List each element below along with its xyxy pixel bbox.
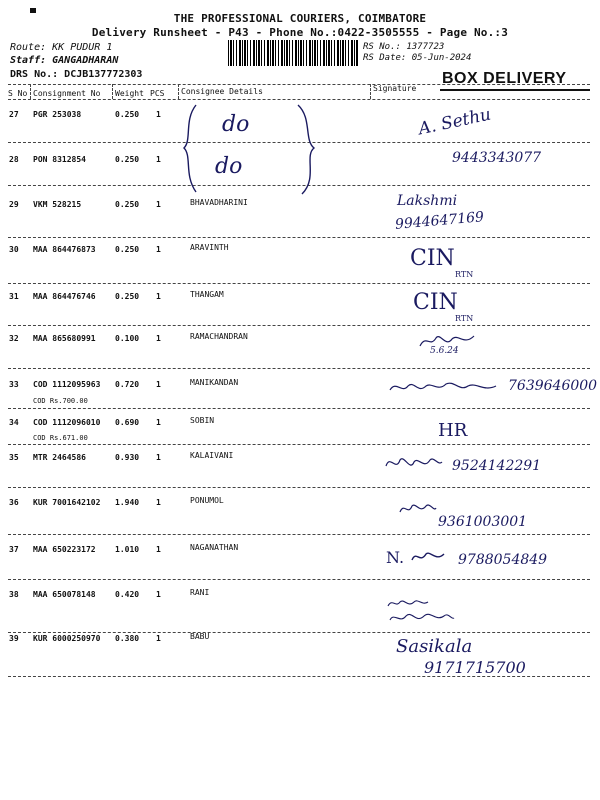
row-pcs: 1 bbox=[156, 110, 161, 119]
row-sno: 34 bbox=[9, 418, 19, 427]
row-consignment: VKM 528215 bbox=[33, 200, 82, 209]
row-divider bbox=[8, 487, 590, 488]
ditto-mark-1: do bbox=[222, 112, 250, 137]
box-delivery-stamp: BOX DELIVERY bbox=[442, 70, 567, 87]
row-divider bbox=[8, 325, 590, 326]
barcode bbox=[228, 40, 358, 66]
row-pcs: 1 bbox=[156, 334, 161, 343]
signature-30-rtn: RTN bbox=[455, 270, 474, 279]
signature-37b: 9788054849 bbox=[458, 552, 548, 568]
row-cod-amount: COD Rs.671.00 bbox=[33, 434, 88, 442]
row-consignment: COD 1112096010 bbox=[33, 418, 101, 427]
row-weight: 1.010 bbox=[115, 545, 140, 554]
row-weight: 0.930 bbox=[115, 453, 140, 462]
rs-number: RS No.: 1377723 bbox=[363, 42, 445, 52]
stamp-underline bbox=[440, 89, 590, 91]
signature-36: 9361003001 bbox=[438, 514, 528, 530]
row-pcs: 1 bbox=[156, 245, 161, 254]
row-pcs: 1 bbox=[156, 292, 161, 301]
row-weight: 0.720 bbox=[115, 380, 140, 389]
ditto-mark-2: do bbox=[215, 154, 243, 179]
row-consignment: COD 1112095963 bbox=[33, 380, 101, 389]
signature-35: 9524142291 bbox=[452, 458, 542, 474]
col-sep bbox=[112, 84, 113, 99]
row-divider bbox=[8, 368, 590, 369]
row-divider bbox=[8, 283, 590, 284]
col-header-consignment: Consignment No bbox=[33, 89, 101, 98]
row-pcs: 1 bbox=[156, 590, 161, 599]
row-weight: 0.250 bbox=[115, 110, 140, 119]
signature-29b: 9944647169 bbox=[394, 209, 485, 233]
row-cod-amount: COD Rs.700.00 bbox=[33, 397, 88, 405]
col-sep bbox=[178, 84, 179, 99]
row-pcs: 1 bbox=[156, 634, 161, 643]
signature-35-scribble bbox=[384, 452, 444, 476]
signature-31: CIN bbox=[413, 290, 458, 315]
rs-date: RS Date: 05-Jun-2024 bbox=[363, 53, 472, 63]
row-divider bbox=[8, 579, 590, 580]
row-sno: 28 bbox=[9, 155, 19, 164]
col-header-sno: S No bbox=[8, 89, 28, 98]
signature-39b: 9171715700 bbox=[424, 658, 526, 677]
signature-38-scribble bbox=[386, 596, 456, 628]
row-consignee: BABU bbox=[190, 632, 210, 641]
table-top-rule bbox=[8, 84, 590, 85]
route-label: Route: KK PUDUR 1 bbox=[10, 42, 113, 53]
row-sno: 33 bbox=[9, 380, 19, 389]
col-header-consignee: Consignee Details bbox=[181, 87, 263, 96]
row-pcs: 1 bbox=[156, 155, 161, 164]
row-weight: 0.690 bbox=[115, 418, 140, 427]
company-title: THE PROFESSIONAL COURIERS, COIMBATORE bbox=[173, 12, 427, 25]
row-pcs: 1 bbox=[156, 380, 161, 389]
row-consignment: KUR 6000250970 bbox=[33, 634, 101, 643]
row-divider bbox=[8, 632, 590, 633]
row-consignee: RANI bbox=[190, 588, 210, 597]
signature-33-scribble bbox=[388, 378, 508, 398]
row-sno: 35 bbox=[9, 453, 19, 462]
signature-30: CIN bbox=[410, 246, 455, 271]
row-weight: 0.250 bbox=[115, 155, 140, 164]
row-pcs: 1 bbox=[156, 200, 161, 209]
signature-31-rtn: RTN bbox=[455, 314, 474, 323]
row-sno: 27 bbox=[9, 110, 19, 119]
col-header-signature: Signature bbox=[373, 84, 417, 93]
row-pcs: 1 bbox=[156, 545, 161, 554]
drs-number: DRS No.: DCJB137772303 bbox=[10, 69, 143, 80]
row-divider bbox=[8, 408, 590, 409]
signature-27: A. Sethu bbox=[416, 104, 493, 140]
row-sno: 38 bbox=[9, 590, 19, 599]
signature-32: 5.6.24 bbox=[430, 346, 459, 356]
row-sno: 32 bbox=[9, 334, 19, 343]
row-pcs: 1 bbox=[156, 418, 161, 427]
signature-29a: Lakshmi bbox=[397, 193, 458, 209]
col-header-pcs: PCS bbox=[150, 89, 165, 98]
row-consignment: MAA 865680991 bbox=[33, 334, 96, 343]
row-weight: 0.250 bbox=[115, 245, 140, 254]
row-consignee: NAGANATHAN bbox=[190, 543, 239, 552]
staff-label: Staff: GANGADHARAN bbox=[10, 55, 119, 66]
row-consignment: KUR 7001642102 bbox=[33, 498, 101, 507]
row-consignment: MTR 2464586 bbox=[33, 453, 86, 462]
row-consignment: PGR 253038 bbox=[33, 110, 82, 119]
row-consignment: MAA 650223172 bbox=[33, 545, 96, 554]
row-consignee: MANIKANDAN bbox=[190, 378, 239, 387]
ditto-brace bbox=[178, 100, 338, 200]
row-sno: 31 bbox=[9, 292, 19, 301]
row-divider bbox=[8, 534, 590, 535]
row-consignee: SOBIN bbox=[190, 416, 215, 425]
row-consignee: BHAVADHARINI bbox=[190, 198, 248, 207]
signature-33: 7639646000 bbox=[508, 378, 598, 394]
row-consignment: MAA 864476746 bbox=[33, 292, 96, 301]
row-consignee: ARAVINTH bbox=[190, 243, 229, 252]
col-sep bbox=[30, 84, 31, 99]
row-consignment: MAA 650078148 bbox=[33, 590, 96, 599]
col-sep bbox=[370, 84, 371, 99]
signature-37-scribble bbox=[410, 548, 446, 566]
row-sno: 39 bbox=[9, 634, 19, 643]
row-consignee: RAMACHANDRAN bbox=[190, 332, 248, 341]
row-weight: 0.250 bbox=[115, 292, 140, 301]
row-sno: 29 bbox=[9, 200, 19, 209]
row-sno: 37 bbox=[9, 545, 19, 554]
signature-36-scribble bbox=[398, 500, 438, 518]
row-divider bbox=[8, 676, 590, 677]
row-weight: 0.250 bbox=[115, 200, 140, 209]
row-consignee: KALAIVANI bbox=[190, 451, 234, 460]
row-consignee: PONUMOL bbox=[190, 496, 224, 505]
row-weight: 1.940 bbox=[115, 498, 140, 507]
row-pcs: 1 bbox=[156, 498, 161, 507]
row-weight: 0.420 bbox=[115, 590, 140, 599]
row-sno: 30 bbox=[9, 245, 19, 254]
runsheet-subtitle: Delivery Runsheet - P43 - Phone No.:0422-3505555 - Page No.:3 bbox=[91, 26, 509, 39]
row-weight: 0.100 bbox=[115, 334, 140, 343]
signature-37a: N. bbox=[386, 548, 405, 567]
row-pcs: 1 bbox=[156, 453, 161, 462]
row-consignment: PON 8312854 bbox=[33, 155, 86, 164]
col-header-weight: Weight bbox=[115, 89, 144, 98]
row-consignment: MAA 864476873 bbox=[33, 245, 96, 254]
row-consignee: THANGAM bbox=[190, 290, 224, 299]
row-weight: 0.380 bbox=[115, 634, 140, 643]
row-sno: 36 bbox=[9, 498, 19, 507]
row-divider bbox=[8, 444, 590, 445]
signature-39a: Sasikala bbox=[396, 636, 473, 657]
signature-34: HR bbox=[438, 420, 468, 441]
row-divider bbox=[8, 237, 590, 238]
signature-28: 9443343077 bbox=[452, 150, 542, 166]
